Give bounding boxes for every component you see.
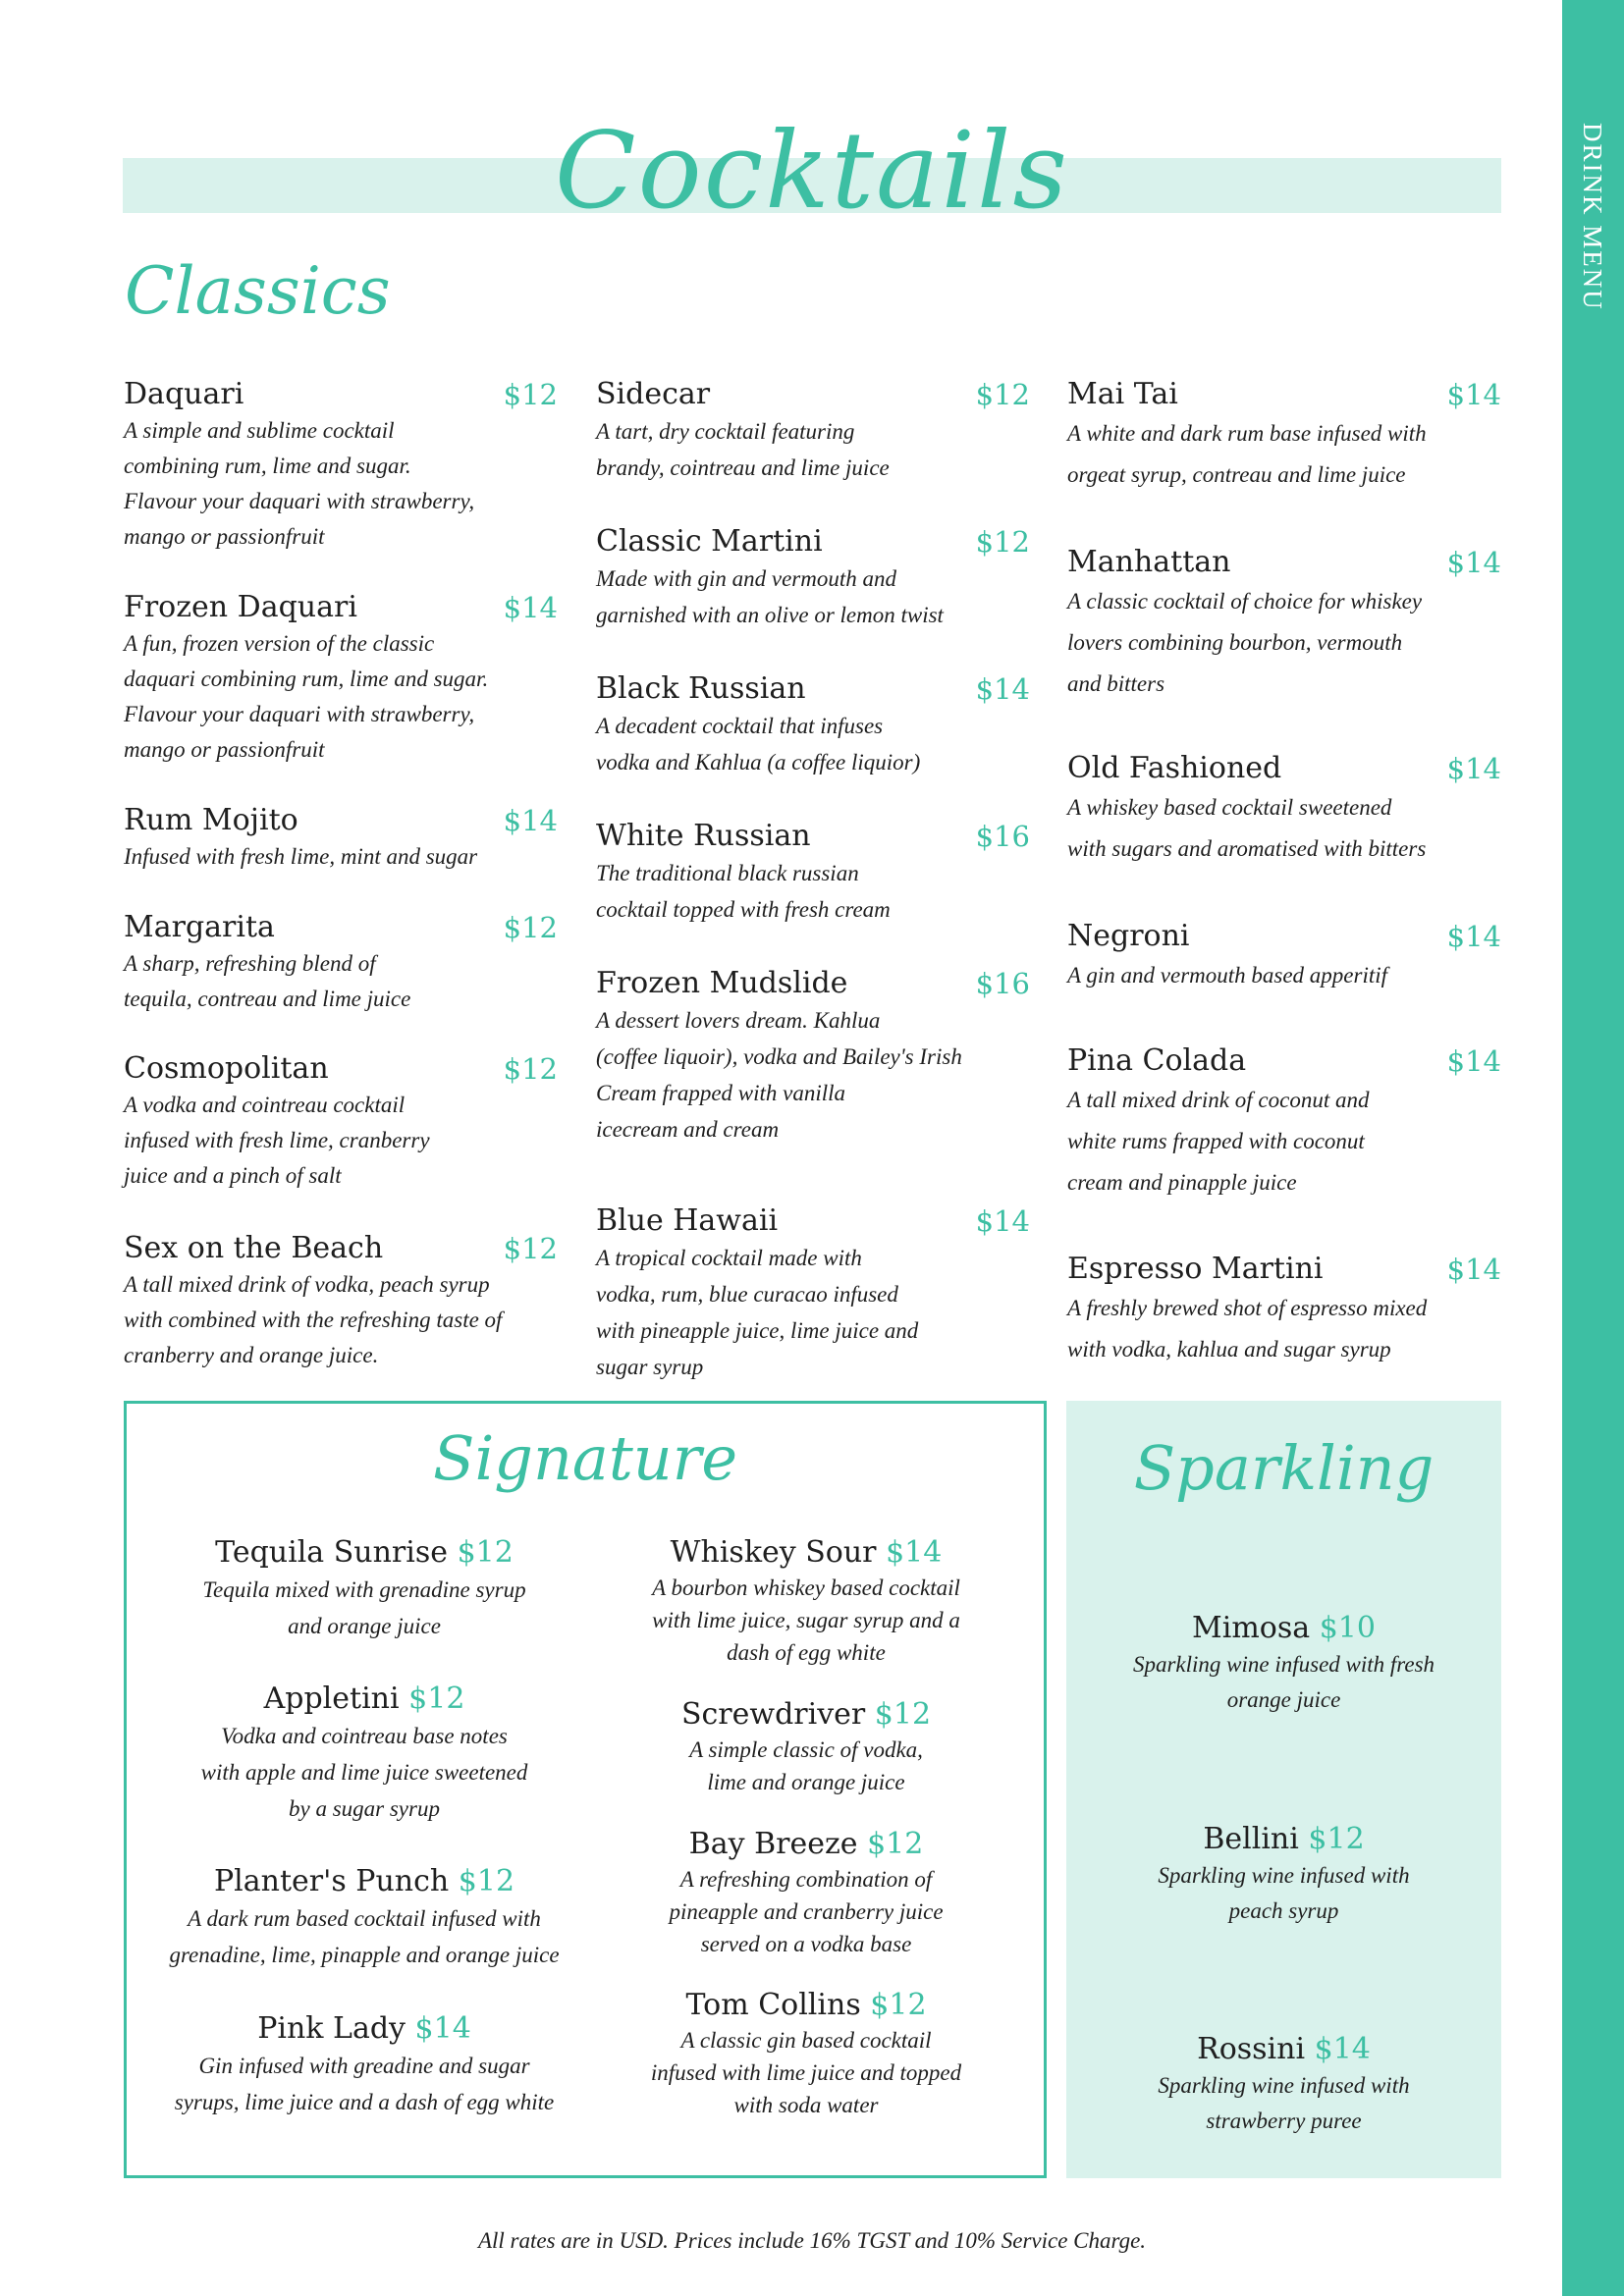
menu-item-description: mango or passionfruit <box>124 524 325 549</box>
signature-item-description: lime and orange juice <box>707 1770 905 1794</box>
menu-item-description: A gin and vermouth based apperitif <box>1067 963 1388 988</box>
signature-item <box>148 1863 580 1973</box>
signature-item-price: $12 <box>408 1682 465 1716</box>
signature-item-description: A refreshing combination of <box>679 1867 933 1892</box>
menu-item-name: Daquari <box>124 377 244 411</box>
menu-item-description: lovers combining bourbon, vermouth <box>1067 630 1403 655</box>
menu-item-name: Negroni <box>1067 919 1190 953</box>
menu-item-description: A sharp, refreshing blend of <box>124 951 376 976</box>
signature-item-description: by a sugar syrup <box>289 1796 440 1821</box>
signature-item-description: served on a vodka base <box>700 1932 912 1956</box>
signature-item-description: with lime juice, sugar syrup and a <box>652 1608 960 1632</box>
menu-item-name: Classic Martini <box>596 524 823 559</box>
signature-item <box>590 1534 1022 1669</box>
menu-item-description: A white and dark rum base infused with <box>1067 421 1427 446</box>
signature-item-price: $12 <box>867 1827 924 1861</box>
page-title: Cocktails <box>555 110 1069 233</box>
menu-item <box>124 1230 558 1373</box>
signature-item-name: Screwdriver <box>680 1697 866 1732</box>
menu-item-description: icecream and cream <box>596 1117 780 1142</box>
menu-item-name: Margarita <box>124 910 275 944</box>
menu-item <box>1067 544 1501 705</box>
signature-item-name: Tom Collins <box>685 1988 861 2022</box>
signature-item-description: A classic gin based cocktail <box>680 2028 932 2053</box>
signature-item-name: Tequila Sunrise <box>215 1535 449 1570</box>
menu-item-description: The traditional black russian <box>596 861 859 885</box>
menu-item-price: $14 <box>975 1204 1030 1238</box>
menu-item-header <box>596 965 1030 1002</box>
menu-item-description: A tropical cocktail made with <box>596 1246 862 1270</box>
menu-item <box>1067 1042 1501 1203</box>
menu-item-price: $14 <box>975 672 1030 706</box>
sparkling-item-description: Sparkling wine infused with <box>1158 2073 1410 2098</box>
sparkling-heading: Sparkling <box>1133 1432 1435 1504</box>
menu-item-description: A vodka and cointreau cocktail <box>124 1093 406 1117</box>
menu-item-header <box>124 909 558 946</box>
signature-item <box>148 1534 580 1644</box>
signature-item-description: A dark rum based cocktail infused with <box>188 1906 541 1931</box>
menu-item-header <box>1067 1042 1501 1080</box>
menu-item-price: $12 <box>503 378 558 411</box>
signature-item-description: with soda water <box>733 2093 879 2117</box>
menu-item-description: with pineapple juice, lime juice and <box>596 1318 919 1343</box>
sparkling-item-header <box>1066 1821 1501 1858</box>
menu-item-header <box>1067 376 1501 413</box>
signature-item-header <box>590 1696 1022 1734</box>
menu-item-price: $16 <box>975 820 1030 853</box>
menu-item-description: juice and a pinch of salt <box>124 1163 342 1188</box>
signature-item-price: $12 <box>870 1988 927 2022</box>
signature-item-description: Gin infused with greadine and sugar <box>198 2054 530 2078</box>
menu-item-name: Blue Hawaii <box>596 1203 779 1238</box>
menu-item <box>124 909 558 1017</box>
menu-item-price: $14 <box>1446 1044 1501 1078</box>
menu-item <box>596 376 1030 486</box>
signature-item-header <box>590 1987 1022 2024</box>
menu-item-description: vodka, rum, blue curacao infused <box>596 1282 898 1307</box>
menu-item-description: A dessert lovers dream. Kahlua <box>596 1008 881 1033</box>
signature-item-name: Appletini <box>263 1682 400 1716</box>
signature-item-header <box>148 2010 580 2048</box>
menu-item-description: with combined with the refreshing taste of <box>124 1308 503 1332</box>
signature-item-description: infused with lime juice and topped <box>650 2060 962 2085</box>
sparkling-item-price: $10 <box>1319 1611 1376 1645</box>
menu-item-name: Frozen Mudslide <box>596 966 848 1000</box>
menu-item-header <box>124 1050 558 1088</box>
menu-item-price: $14 <box>503 591 558 624</box>
sparkling-item-description: strawberry puree <box>1206 2109 1362 2133</box>
signature-item <box>148 1681 580 1827</box>
menu-item-description: A tall mixed drink of vodka, peach syrup <box>124 1272 490 1297</box>
menu-item-description: sugar syrup <box>596 1355 704 1379</box>
sparkling-item-name: Mimosa <box>1192 1611 1311 1645</box>
menu-item-description: A tall mixed drink of coconut and <box>1067 1088 1370 1112</box>
sidebar-label: DRINK MENU <box>1578 123 1607 311</box>
menu-item <box>596 523 1030 633</box>
menu-item-price: $12 <box>503 1232 558 1265</box>
signature-item-name: Pink Lady <box>257 2011 406 2046</box>
menu-item-price: $16 <box>975 967 1030 1000</box>
menu-item-header <box>124 1230 558 1267</box>
menu-item-description: A whiskey based cocktail sweetened <box>1067 795 1392 820</box>
menu-item-header <box>596 818 1030 855</box>
menu-item-header <box>124 802 558 839</box>
signature-item-description: Vodka and cointreau base notes <box>221 1724 508 1748</box>
menu-item-name: Frozen Daquari <box>124 590 357 624</box>
menu-item-header <box>1067 1251 1501 1288</box>
menu-item-price: $14 <box>1446 920 1501 953</box>
menu-item-price: $12 <box>975 378 1030 411</box>
menu-item-name: White Russian <box>596 819 811 853</box>
signature-item-price: $12 <box>457 1535 514 1570</box>
menu-item <box>596 818 1030 928</box>
signature-item-price: $14 <box>886 1535 943 1570</box>
sparkling-item-description: orange juice <box>1226 1687 1341 1712</box>
signature-item-description: and orange juice <box>288 1614 441 1638</box>
menu-item-description: brandy, cointreau and lime juice <box>596 455 890 480</box>
menu-item-header <box>124 589 558 626</box>
menu-item-header <box>124 376 558 413</box>
sparkling-item-price: $14 <box>1314 2032 1371 2066</box>
menu-item-description: mango or passionfruit <box>124 737 325 762</box>
signature-item-header <box>148 1534 580 1572</box>
sparkling-item <box>1066 2031 1501 2139</box>
menu-item-description: vodka and Kahlua (a coffee liquior) <box>596 750 921 774</box>
menu-item-description: Infused with fresh lime, mint and sugar <box>124 844 478 869</box>
menu-item-header <box>1067 918 1501 955</box>
menu-item-description: Flavour your daquari with strawberry, <box>124 489 475 513</box>
menu-item-price: $12 <box>503 911 558 944</box>
menu-item-name: Manhattan <box>1067 545 1231 579</box>
menu-item <box>1067 918 1501 996</box>
signature-item-name: Bay Breeze <box>688 1827 858 1861</box>
signature-item <box>148 2010 580 2120</box>
signature-item <box>590 1987 1022 2121</box>
menu-item-description: cranberry and orange juice. <box>124 1343 379 1367</box>
menu-item-name: Sex on the Beach <box>124 1231 384 1265</box>
menu-item <box>124 376 558 555</box>
menu-item-description: cream and pinapple juice <box>1067 1170 1297 1195</box>
menu-item-name: Black Russian <box>596 671 806 706</box>
menu-item-description: tequila, contreau and lime juice <box>124 987 411 1011</box>
signature-item-header <box>590 1534 1022 1572</box>
menu-item <box>1067 376 1501 496</box>
menu-item <box>596 1202 1030 1385</box>
menu-item-description: white rums frapped with coconut <box>1067 1129 1365 1153</box>
menu-item-name: Pina Colada <box>1067 1043 1247 1078</box>
menu-item <box>124 1050 558 1194</box>
signature-item-header <box>148 1681 580 1718</box>
sparkling-item-description: Sparkling wine infused with <box>1158 1863 1410 1888</box>
menu-item-price: $14 <box>503 804 558 837</box>
menu-item-description: infused with fresh lime, cranberry <box>124 1128 430 1152</box>
menu-item-description: Made with gin and vermouth and <box>596 566 896 591</box>
menu-item <box>596 965 1030 1148</box>
menu-item-header <box>1067 750 1501 787</box>
menu-item-header <box>596 523 1030 561</box>
menu-item-header <box>596 1202 1030 1240</box>
menu-item-description: A tart, dry cocktail featuring <box>596 419 855 444</box>
menu-item-description: garnished with an olive or lemon twist <box>596 603 944 627</box>
sparkling-item-header <box>1066 2031 1501 2068</box>
signature-item-description: pineapple and cranberry juice <box>669 1899 944 1924</box>
menu-item-name: Espresso Martini <box>1067 1252 1324 1286</box>
sparkling-item <box>1066 1821 1501 1929</box>
menu-item-price: $14 <box>1446 546 1501 579</box>
signature-item-header <box>148 1863 580 1900</box>
menu-item-description: A freshly brewed shot of espresso mixed <box>1067 1296 1428 1320</box>
side-band <box>1562 0 1624 2296</box>
menu-item-name: Old Fashioned <box>1067 751 1282 785</box>
signature-item-description: Tequila mixed with grenadine syrup <box>202 1577 526 1602</box>
menu-item-description: combining rum, lime and sugar. <box>124 454 411 478</box>
menu-item-description: daquari combining rum, lime and sugar. <box>124 667 489 691</box>
signature-item-price: $12 <box>874 1697 932 1732</box>
menu-item-price: $14 <box>1446 1253 1501 1286</box>
menu-item-name: Mai Tai <box>1067 377 1178 411</box>
menu-item-description: and bitters <box>1067 671 1165 696</box>
sparkling-item-description: Sparkling wine infused with fresh <box>1132 1652 1435 1677</box>
signature-item-name: Planter's Punch <box>213 1864 450 1898</box>
menu-item-name: Rum Mojito <box>124 803 298 837</box>
classics-heading: Classics <box>125 253 391 329</box>
signature-item-price: $12 <box>458 1864 515 1898</box>
signature-item-description: grenadine, lime, pinapple and orange juice <box>169 1943 560 1967</box>
menu-item <box>124 589 558 768</box>
sparkling-item-price: $12 <box>1308 1822 1365 1856</box>
sparkling-item <box>1066 1610 1501 1718</box>
menu-item-description: Flavour your daquari with strawberry, <box>124 702 475 726</box>
menu-item-name: Sidecar <box>596 377 711 411</box>
sparkling-item-description: peach syrup <box>1228 1898 1339 1923</box>
menu-item-header <box>1067 544 1501 581</box>
menu-item-price: $14 <box>1446 378 1501 411</box>
menu-item <box>124 802 558 875</box>
menu-item-description: orgeat syrup, contreau and lime juice <box>1067 462 1406 487</box>
menu-item-description: A decadent cocktail that infuses <box>596 714 884 738</box>
menu-item-description: cocktail topped with fresh cream <box>596 897 891 922</box>
menu-item-description: A simple and sublime cocktail <box>124 418 395 443</box>
menu-item <box>1067 1251 1501 1370</box>
menu-item-price: $12 <box>503 1052 558 1086</box>
menu-item-description: A classic cocktail of choice for whiskey <box>1067 589 1423 614</box>
menu-item-price: $14 <box>1446 752 1501 785</box>
signature-heading: Signature <box>432 1422 738 1494</box>
sparkling-item-name: Bellini <box>1203 1822 1299 1856</box>
footer-note: All rates are in USD. Prices include 16% TGST and 10% Service Charge. <box>477 2228 1147 2253</box>
sparkling-item-header <box>1066 1610 1501 1647</box>
menu-item <box>1067 750 1501 870</box>
signature-item-description: syrups, lime juice and a dash of egg white <box>174 2090 555 2114</box>
signature-item-description: dash of egg white <box>727 1640 886 1665</box>
signature-item-description: A simple classic of vodka, <box>689 1737 923 1762</box>
signature-item <box>590 1826 1022 1960</box>
signature-item-price: $14 <box>414 2011 471 2046</box>
menu-item-description: with vodka, kahlua and sugar syrup <box>1067 1337 1391 1362</box>
menu-item-header <box>596 376 1030 413</box>
signature-item-name: Whiskey Sour <box>670 1535 877 1570</box>
menu-item-description: with sugars and aromatised with bitters <box>1067 836 1427 861</box>
menu-item-description: (coffee liquoir), vodka and Bailey's Irish <box>596 1044 962 1069</box>
sparkling-item-name: Rossini <box>1197 2032 1306 2066</box>
menu-item-name: Cosmopolitan <box>124 1051 329 1086</box>
signature-item-description: with apple and lime juice sweetened <box>200 1760 528 1785</box>
menu-item-price: $12 <box>975 525 1030 559</box>
signature-item <box>590 1696 1022 1798</box>
menu-item <box>596 670 1030 780</box>
menu-item-header <box>596 670 1030 708</box>
menu-item-description: A fun, frozen version of the classic <box>124 631 435 656</box>
signature-item-description: A bourbon whiskey based cocktail <box>652 1575 960 1600</box>
signature-item-header <box>590 1826 1022 1863</box>
menu-item-description: Cream frapped with vanilla <box>596 1081 846 1105</box>
